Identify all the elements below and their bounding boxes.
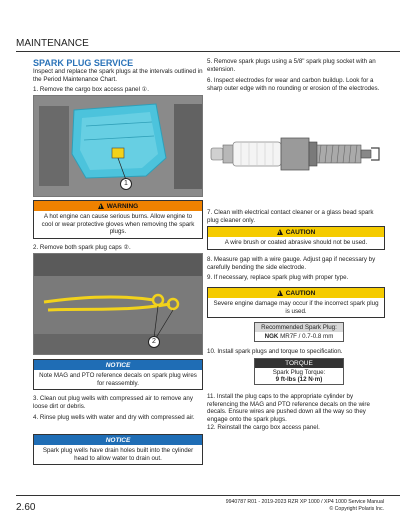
warning-label: WARNING	[106, 202, 139, 210]
torque-line-2: 9 ft-lbs (12 N·m)	[255, 376, 343, 384]
warning-triangle-icon: !	[98, 203, 104, 209]
warning-header	[34, 201, 202, 211]
footer-manual-info	[226, 499, 384, 512]
step-10: 10. Install spark plugs and torque to specification.	[207, 348, 343, 355]
warning-text: A hot engine can cause serious burns. Allow engine to cool or wear protective gloves when removing the spark plugs.	[34, 211, 202, 238]
page-title: SPARK PLUG SERVICE	[33, 58, 134, 68]
step-6: 6. Inspect electrodes for wear and carbon buildup. Look for a sharp outer edge with no rounding or erosion of the electrodes.	[207, 77, 380, 92]
caution-triangle-icon-2: !	[277, 290, 283, 296]
footer-divider	[16, 495, 400, 496]
spark-plug-model: MR7F / 0.7-0.8 mm	[278, 333, 334, 340]
callout-2: 2	[148, 336, 160, 348]
notice-text-1: Note MAG and PTO reference decals on spark plug wires for reassembly.	[34, 370, 202, 389]
footer-copyright: © Copyright Polaris Inc.	[329, 505, 384, 512]
caution-box-2	[207, 287, 385, 318]
caution-text-2: Severe engine damage may occur if the incorrect spark plug is used.	[208, 298, 384, 317]
torque-spec-box	[254, 358, 344, 385]
notice-box-1	[33, 359, 203, 390]
caution-header-2	[208, 288, 384, 298]
intro-text: Inspect and replace the spark plugs at the intervals outlined in the Period Maintenance Chart.	[33, 68, 203, 83]
caution-triangle-icon-1: !	[277, 229, 283, 235]
callout-1: 1	[120, 178, 132, 190]
spark-plug-brand: NGK	[264, 333, 279, 340]
step-2: 2. Remove both spark plug caps ②.	[33, 244, 131, 251]
spark-plug-spec-box	[254, 322, 344, 342]
spark-plug-spec-label: Recommended Spark Plug:	[255, 323, 343, 332]
step-9: 9. If necessary, replace spark plug with proper type.	[207, 274, 349, 281]
notice-header-2: NOTICE	[34, 435, 202, 445]
step-8: 8. Measure gap with a wire gauge. Adjust gap if necessary by carefully bending the side electrode.	[207, 256, 376, 271]
step-4: 4. Rinse plug wells with water and dry with compressed air.	[33, 414, 195, 421]
step-1: 1. Remove the cargo box access panel ①.	[33, 86, 149, 93]
header-divider	[16, 51, 400, 52]
spark-plug-image	[209, 108, 385, 201]
caution-header-1	[208, 227, 384, 237]
cargo-box-panel-illustration	[34, 96, 203, 197]
cargo-box-panel-photo	[33, 95, 203, 197]
caution-text-1: A wire brush or coated abrasive should not be used.	[208, 237, 384, 249]
footer-manual-title: 9940787 R01 - 2019-2023 RZR XP 1000 / XP4 1000 Service Manual	[225, 499, 384, 505]
step-7: 7. Clean with electrical contact cleaner or a glass bead spark plug cleaner only.	[207, 209, 374, 224]
notice-box-2	[33, 434, 203, 465]
spark-plug-caps-illustration	[34, 254, 203, 355]
step-5: 5. Remove spark plugs using a 5/8" spark plug socket with an extension.	[207, 58, 376, 73]
notice-header-1: NOTICE	[34, 360, 202, 370]
notice-text-2: Spark plug wells have drain holes built into the cylinder head to allow water to drain out.	[34, 445, 202, 464]
step-11: 11. Install the plug caps to the appropriate cylinder by referencing the MAG and PTO reference decals on the wire decals. Ensure wires are pushed down all the way so they engage onto the spark plugs.	[207, 393, 370, 423]
spark-plug-spec-value	[255, 332, 343, 341]
step-3: 3. Clean out plug wells with compressed air to remove any loose dirt or debris.	[33, 395, 193, 410]
spark-plug-illustration	[209, 108, 385, 201]
warning-box	[33, 200, 203, 239]
spark-plug-caps-photo	[33, 253, 203, 355]
torque-line-1: Spark Plug Torque:	[255, 368, 343, 376]
caution-label-2: CAUTION	[285, 289, 316, 297]
step-12: 12. Reinstall the cargo box access panel.	[207, 424, 320, 431]
caution-label-1: CAUTION	[285, 228, 316, 236]
torque-label: TORQUE	[255, 359, 343, 368]
caution-box-1	[207, 226, 385, 250]
page-number: 2.60	[16, 502, 36, 513]
section-title: MAINTENANCE	[16, 38, 89, 49]
